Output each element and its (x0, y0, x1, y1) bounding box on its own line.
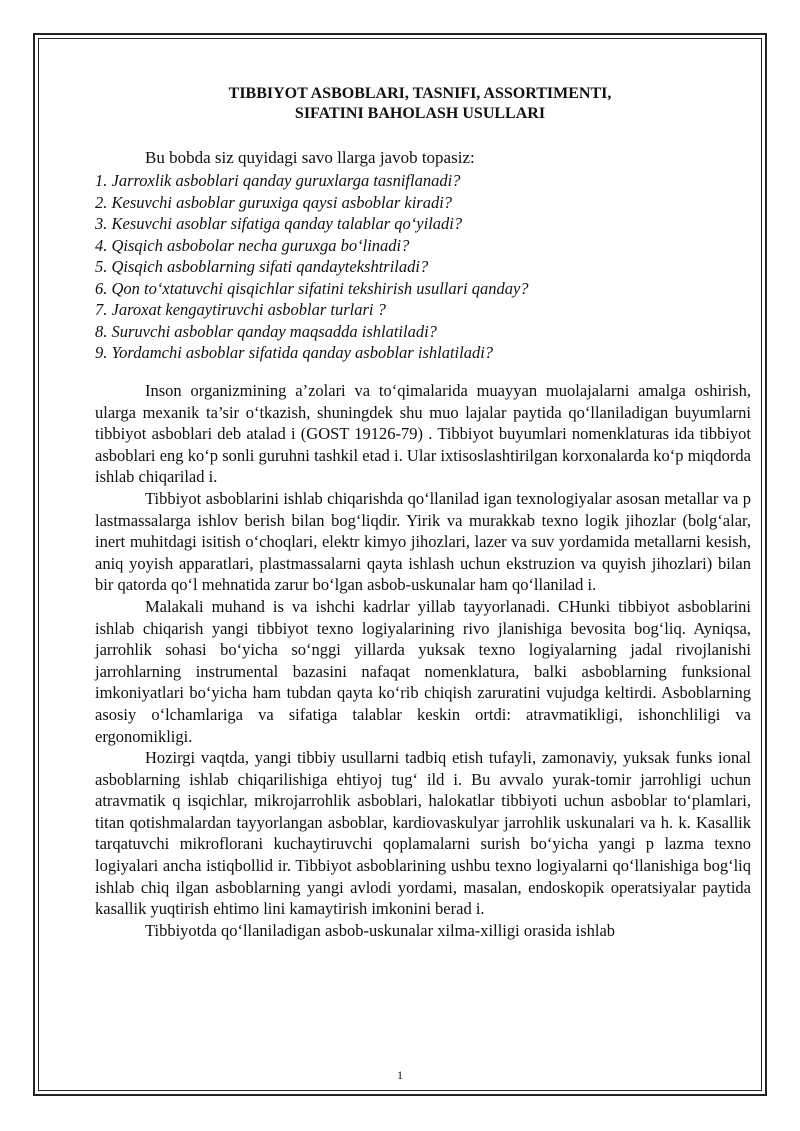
question-item: 5. Qisqich asboblarning sifati qandaytekshtriladi? (95, 257, 429, 276)
paragraph: Inson organizmining a’zolari va to‘qimalarida muayyan muolajalarni amalga oshirish, ularga mexanik ta’sir o‘tkazish, shuningdek shu muo lajalar paytida qo‘llaniladigan buyumlarni tibbiyot asboblari deb atalad i (GOST 19126-79) . Tibbiyot buyumlari nomenklaturas ida tibbiyot asboblari eng ko‘p sonli guruhni tashkil etad i. Ular ixtisoslashtirilgan korxonalarda ko‘p miqdorda ishlab chiqarilad i. (95, 381, 751, 487)
question-item: 9. Yordamchi asboblar sifatida qanday asboblar ishlatiladi? (95, 343, 494, 362)
question-item: 1. Jarroxlik asboblari qanday guruxlarga tasniflanadi? (95, 171, 461, 190)
question-item: 4. Qisqich asbobolar necha guruxga bo‘linadi? (95, 235, 410, 255)
question-item: 3. Kesuvchi asoblar sifatiga qanday talablar qo‘yiladi? (95, 214, 463, 233)
questions-list (95, 170, 755, 364)
document-title (95, 84, 745, 124)
paragraph: Tibbiyotda qo‘llaniladigan asbob-uskunalar xilma-xilligi orasida ishlab (145, 920, 616, 940)
page-number: 1 (397, 1068, 403, 1082)
paragraph: Malakali muhand is va ishchi kadrlar yillab tayyorlanadi. CHunki tibbiyot asboblarini ishlab chiqarish yangi tibbiyot texno logiyalarining rivo jlanishiga bevosita bog‘liq. Ayniqsa, jarrohlik sohasi bo‘yicha so‘nggi yillarda yuksak texno logiyalarning jadal rivojlanishi jarrohlarning instrumental bazasini nafaqat nomenklatura, balki asboblarning funksional imkoniyatlari bo‘yicha ham tubdan qayta ko‘rib chiqish zaruratini vujudga keltirdi. Asboblarning asosiy o‘lchamlariga va sifatiga talablar keskin ortdi: atravmatikligi, ishonchliligi va ergonomikligi. (95, 596, 751, 746)
body-text (95, 380, 751, 941)
question-item: 2. Kesuvchi asboblar guruxiga qaysi asboblar kiradi? (95, 192, 453, 212)
paragraph: Tibbiyot asboblarini ishlab chiqarishda qo‘llanilad igan texnologiyalar asosan metallar va p lastmassalarga ishlov berish bilan bog‘liqdir. Yirik va murakkab texno logik jihozlar (bolg‘alar, inert muhitdagi isitish o‘choqlari, elektr kimyo jihozlari, lazer va suv yordamida metallarni kesish, aniq yoyish apparatlari, plastmassalarni qayta ishlash uchun ekstruzion va quyish jihozlari) bilan bir qatorda qo‘l mehnatida zarur bo‘lgan asbob-uskunalar ham qo‘llanilad i. (95, 488, 751, 595)
question-item: 7. Jaroxat kengaytiruvchi asboblar turlari ? (95, 300, 386, 319)
intro-text: Bu bobda siz quyidagi savo llarga javob topasiz: (145, 148, 475, 167)
title-line-1: TIBBIYOT ASBOBLARI, TASNIFI, ASSORTIMENTI, (228, 85, 612, 102)
paragraph: Hozirgi vaqtda, yangi tibbiy usullarni tadbiq etish tufayli, zamonaviy, yuksak funks ional asboblarning ishlab chiqarilishiga ehtiyoj tug‘ ild i. Bu avvalo yurak-tomir jarrohligi uchun atravmatik q isqichlar, mikrojarrohlik asboblari, halokatlar tibbiyoti uchun asboblar to‘plamlari, titan qotishmalardan tayyorlangan asboblar, kardiovaskulyar jarrohlik uskunalari va h. k. Kasallik tarqatuvchi mikroflorani kuchaytiruvchi qoplamalarni surish bo‘yicha yangi p lazma texno logiyalari ancha istiqbollid ir. Tibbiyot asboblarining ushbu texno logiyalarni qo‘llanishiga bog‘liq ishlab chiq ilgan asboblarning yangi avlodi yordami, masalan, endoskopik operatsiyalar paytida kasallik yuqtirish ehtimo lini kamaytirish imkonini berad i. (95, 748, 751, 919)
question-item: 6. Qon to‘xtatuvchi qisqichlar sifatini tekshirish usullari qanday? (95, 278, 529, 298)
title-line-2: SIFATINI BAHOLASH USULLARI (294, 105, 546, 122)
question-item: 8. Suruvchi asboblar qanday maqsadda ishlatiladi? (95, 321, 437, 341)
